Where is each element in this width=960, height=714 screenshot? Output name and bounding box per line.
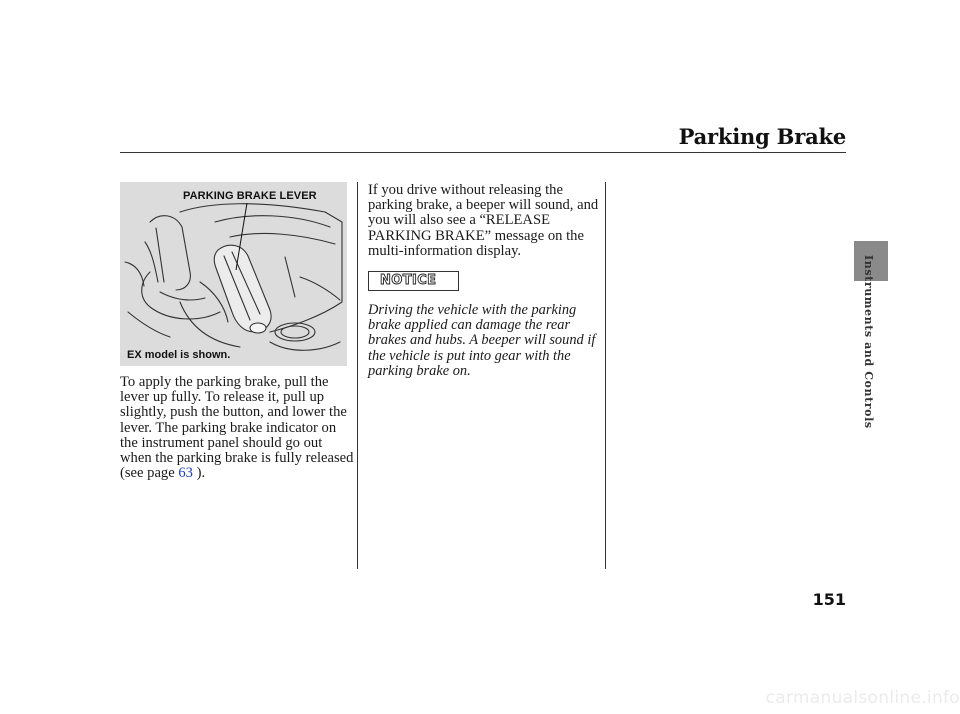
column-divider-right [605,182,606,569]
parking-brake-illustration [120,182,347,366]
left-paragraph-text: To apply the parking brake, pull the lever up fully. To release it, pull up slightly, push the button, and lower the lever. The parking brake indicator on the instrument panel should go out when the parking brake is fully released (see page [120,374,354,482]
left-paragraph [120,375,356,481]
notice-label: NOTICE [380,273,437,288]
notice-paragraph: Driving the vehicle with the parking brake applied can damage the rear brakes and hubs. A beeper will sound if the vehicle is put into gear with the parking brake on. [368,302,596,379]
right-paragraph: If you drive without releasing the parking brake, a beeper will sound, and you will also see a “RELEASE PARKING BRAKE” message on the multi-information display. [368,182,599,259]
page-number: 151 [812,590,846,609]
figure-callout-label: PARKING BRAKE LEVER [183,190,317,202]
watermark: carmanualsonline.info [765,688,960,708]
section-label: Instruments and Controls [862,255,875,429]
column-divider-left [357,182,358,569]
title-divider [120,152,846,153]
page-reference-link[interactable]: 63 [178,465,193,482]
page-title: Parking Brake [678,124,846,149]
left-paragraph-end: ). [192,465,206,482]
figure-caption: EX model is shown. [127,349,231,361]
parking-brake-drawing [120,182,347,366]
